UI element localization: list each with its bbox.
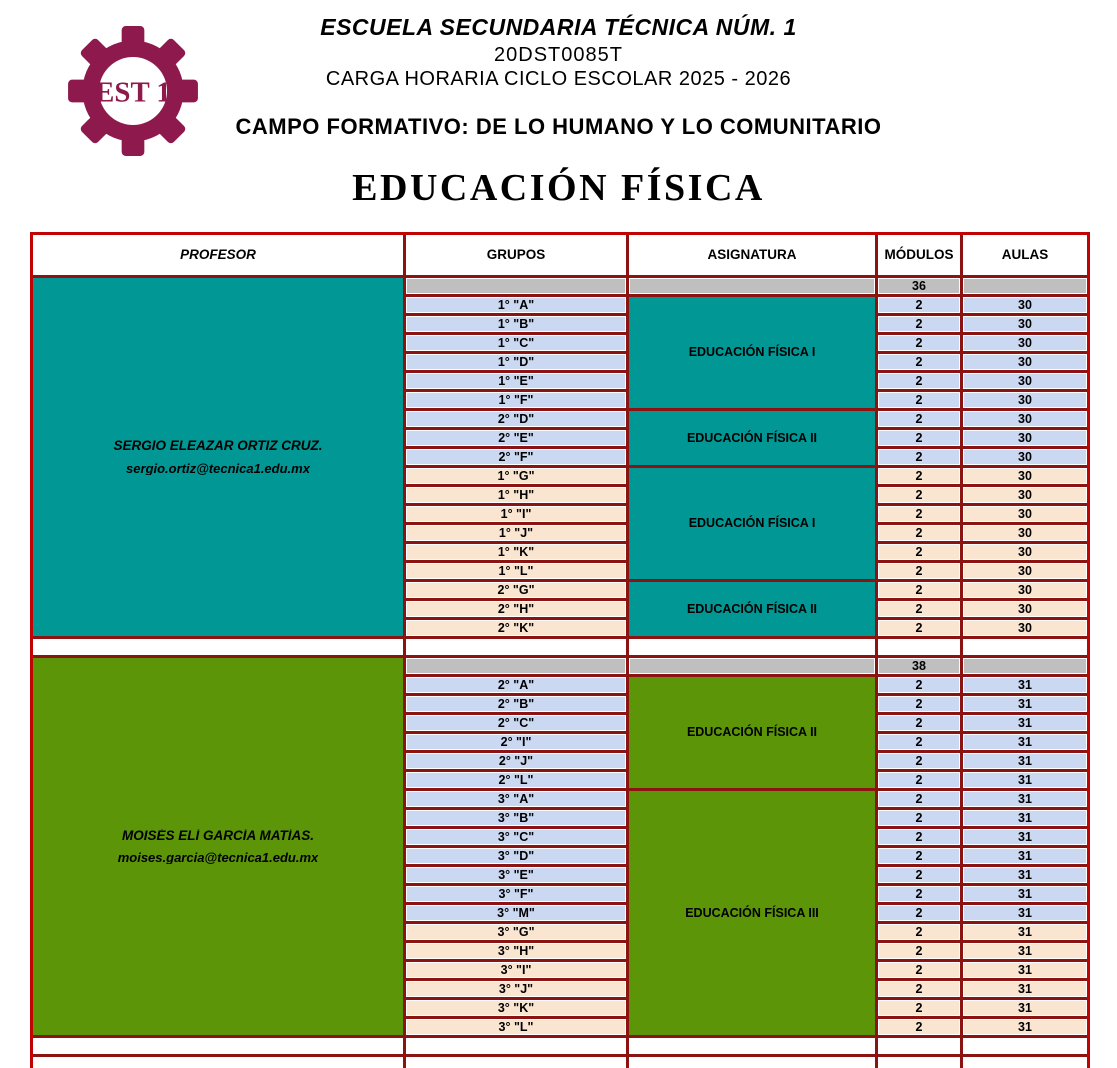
subject-cell: EDUCACIÓN FÍSICA II [629,411,875,465]
separator-cell [629,1057,875,1068]
separator-cell [406,1057,626,1068]
modules-cell: 2 [878,886,960,902]
total-modules-cell: 36 [878,278,960,294]
group-cell: 3° "M" [406,905,626,921]
modules-cell: 2 [878,582,960,598]
group-cell: 1° "D" [406,354,626,370]
modules-cell: 2 [878,962,960,978]
modules-cell: 2 [878,696,960,712]
aula-cell: 30 [963,544,1087,560]
modules-cell: 2 [878,392,960,408]
modules-cell: 2 [878,563,960,579]
aula-cell: 31 [963,753,1087,769]
group-cell: 1° "J" [406,525,626,541]
separator-cell [406,639,626,655]
separator-cell [33,1057,403,1068]
modules-cell: 2 [878,316,960,332]
modules-cell: 2 [878,1000,960,1016]
modules-cell: 2 [878,487,960,503]
group-cell: 3° "D" [406,848,626,864]
separator-cell [629,1038,875,1054]
gray-groups-cell [406,658,626,674]
modules-cell: 2 [878,601,960,617]
aula-cell: 30 [963,411,1087,427]
aula-cell: 31 [963,943,1087,959]
group-cell: 3° "H" [406,943,626,959]
aula-cell: 30 [963,563,1087,579]
aula-cell: 30 [963,449,1087,465]
group-cell: 2° "K" [406,620,626,636]
group-cell: 2° "F" [406,449,626,465]
group-cell: 2° "L" [406,772,626,788]
group-cell: 2° "H" [406,601,626,617]
modules-cell: 2 [878,677,960,693]
aula-cell: 31 [963,829,1087,845]
group-cell: 3° "L" [406,1019,626,1035]
modules-cell: 2 [878,829,960,845]
school-cycle: CARGA HORARIA CICLO ESCOLAR 2025 - 2026 [325,68,792,90]
modules-cell: 2 [878,905,960,921]
modules-cell: 2 [878,753,960,769]
group-cell: 3° "G" [406,924,626,940]
modules-cell: 2 [878,981,960,997]
group-cell: 1° "I" [406,506,626,522]
professor-name: SERGIO ELEAZAR ORTIZ CRUZ. [113,439,323,453]
campo-formativo: CAMPO FORMATIVO: DE LO HUMANO Y LO COMUNITARIO [235,114,882,139]
gray-subject-cell [629,278,875,294]
column-header-grupos: GRUPOS [406,235,626,275]
group-cell: 2° "E" [406,430,626,446]
group-cell: 1° "H" [406,487,626,503]
aula-cell: 30 [963,582,1087,598]
group-cell: 2° "A" [406,677,626,693]
subject-cell: EDUCACIÓN FÍSICA II [629,677,875,788]
gray-subject-cell [629,658,875,674]
aula-cell: 31 [963,696,1087,712]
modules-cell: 2 [878,715,960,731]
gray-groups-cell [406,278,626,294]
school-code: 20DST0085T [494,44,623,66]
logo-text: EST 1 [95,76,171,109]
aula-cell: 31 [963,1019,1087,1035]
group-cell: 3° "A" [406,791,626,807]
school-name: ESCUELA SECUNDARIA TÉCNICA NÚM. 1 [320,14,797,40]
separator-cell [33,1038,403,1054]
aula-cell: 30 [963,468,1087,484]
aula-cell: 31 [963,677,1087,693]
group-cell: 1° "B" [406,316,626,332]
group-cell: 1° "E" [406,373,626,389]
column-header-módulos: MÓDULOS [878,235,960,275]
modules-cell: 2 [878,1019,960,1035]
group-cell: 2° "G" [406,582,626,598]
aula-cell: 31 [963,1000,1087,1016]
group-cell: 3° "I" [406,962,626,978]
aula-cell: 30 [963,601,1087,617]
aula-cell: 30 [963,620,1087,636]
separator-cell [406,1038,626,1054]
separator-cell [963,639,1087,655]
aula-cell: 30 [963,297,1087,313]
group-cell: 1° "F" [406,392,626,408]
gray-aulas-cell [963,278,1087,294]
column-header-profesor: PROFESOR [33,235,403,275]
modules-cell: 2 [878,449,960,465]
modules-cell: 2 [878,544,960,560]
aula-cell: 31 [963,715,1087,731]
subject-cell: EDUCACIÓN FÍSICA II [629,582,875,636]
modules-cell: 2 [878,620,960,636]
subject-cell: EDUCACIÓN FÍSICA I [629,297,875,408]
aula-cell: 30 [963,316,1087,332]
aula-cell: 31 [963,962,1087,978]
aula-cell: 30 [963,392,1087,408]
total-modules-cell: 38 [878,658,960,674]
modules-cell: 2 [878,810,960,826]
group-cell: 3° "B" [406,810,626,826]
aula-cell: 31 [963,905,1087,921]
modules-cell: 2 [878,468,960,484]
aula-cell: 31 [963,734,1087,750]
aula-cell: 31 [963,791,1087,807]
subject-cell: EDUCACIÓN FÍSICA III [629,791,875,1035]
modules-cell: 2 [878,943,960,959]
modules-cell: 2 [878,772,960,788]
aula-cell: 31 [963,848,1087,864]
column-header-aulas: AULAS [963,235,1087,275]
subject-cell: EDUCACIÓN FÍSICA I [629,468,875,579]
schedule-table [30,232,1090,1068]
group-cell: 2° "D" [406,411,626,427]
column-header-asignatura: ASIGNATURA [629,235,875,275]
aula-cell: 31 [963,772,1087,788]
aula-cell: 30 [963,525,1087,541]
separator-cell [963,1038,1087,1054]
group-cell: 3° "F" [406,886,626,902]
modules-cell: 2 [878,506,960,522]
separator-cell [878,639,960,655]
modules-cell: 2 [878,373,960,389]
aula-cell: 31 [963,867,1087,883]
modules-cell: 2 [878,525,960,541]
group-cell: 3° "E" [406,867,626,883]
modules-cell: 2 [878,848,960,864]
modules-cell: 2 [878,354,960,370]
modules-cell: 2 [878,924,960,940]
group-cell: 2° "J" [406,753,626,769]
professor-cell [33,278,403,636]
professor-email: moises.garcia@tecnica1.edu.mx [117,851,319,865]
separator-cell [878,1038,960,1054]
professor-email: sergio.ortiz@tecnica1.edu.mx [126,461,310,475]
modules-cell: 2 [878,791,960,807]
separator-cell [33,639,403,655]
aula-cell: 31 [963,924,1087,940]
professor-cell [33,658,403,1035]
group-cell: 1° "G" [406,468,626,484]
group-cell: 1° "L" [406,563,626,579]
aula-cell: 30 [963,430,1087,446]
modules-cell: 2 [878,867,960,883]
group-cell: 1° "C" [406,335,626,351]
group-cell: 2° "C" [406,715,626,731]
modules-cell: 2 [878,411,960,427]
aula-cell: 30 [963,335,1087,351]
group-cell: 3° "J" [406,981,626,997]
group-cell: 2° "B" [406,696,626,712]
group-cell: 1° "K" [406,544,626,560]
modules-cell: 2 [878,335,960,351]
aula-cell: 30 [963,487,1087,503]
aula-cell: 30 [963,354,1087,370]
aula-cell: 31 [963,886,1087,902]
modules-cell: 2 [878,430,960,446]
subject-title: EDUCACIÓN FÍSICA [352,167,765,209]
modules-cell: 2 [878,297,960,313]
separator-cell [963,1057,1087,1068]
modules-cell: 2 [878,734,960,750]
gray-aulas-cell [963,658,1087,674]
separator-cell [629,639,875,655]
separator-cell [878,1057,960,1068]
aula-cell: 31 [963,810,1087,826]
professor-name: MOISÉS ELÍ GARCÍA MATÍAS. [121,828,314,843]
group-cell: 3° "K" [406,1000,626,1016]
group-cell: 3° "C" [406,829,626,845]
aula-cell: 30 [963,373,1087,389]
aula-cell: 31 [963,981,1087,997]
group-cell: 2° "I" [406,734,626,750]
aula-cell: 30 [963,506,1087,522]
group-cell: 1° "A" [406,297,626,313]
